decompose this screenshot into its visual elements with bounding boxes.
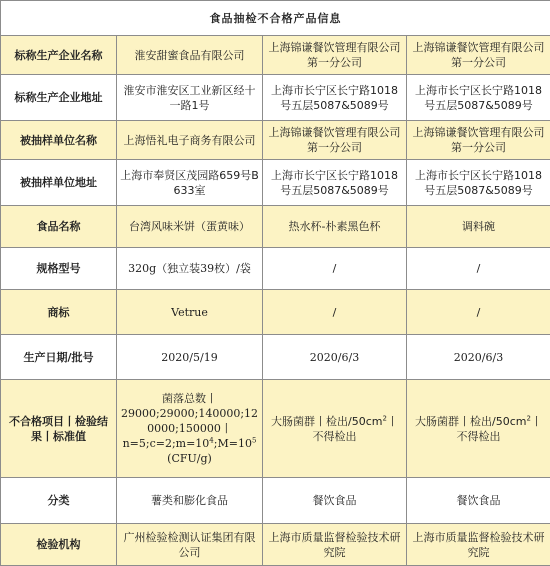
table-row bbox=[1, 524, 550, 566]
row-label: 标称生产企业地址 bbox=[1, 75, 117, 121]
cell: 台湾风味米饼（蛋黄味） bbox=[117, 206, 263, 248]
cell: 上海锦谦餐饮管理有限公司第一分公司 bbox=[407, 36, 550, 75]
table-title: 食品抽检不合格产品信息 bbox=[1, 1, 550, 36]
row-label: 不合格项目丨检验结果丨标准值 bbox=[1, 380, 117, 478]
cell: 餐饮食品 bbox=[263, 478, 407, 524]
cell: 上海锦谦餐饮管理有限公司第一分公司 bbox=[263, 36, 407, 75]
cell: 上海市长宁区长宁路1018号五层5087&5089号 bbox=[263, 75, 407, 121]
cell: 上海悟礼电子商务有限公司 bbox=[117, 121, 263, 160]
superscript: 5 bbox=[251, 436, 257, 445]
cell: 薯类和膨化食品 bbox=[117, 478, 263, 524]
cell: / bbox=[263, 290, 407, 335]
cell: 上海市质量监督检验技术研究院 bbox=[407, 524, 550, 566]
superscript: 2 bbox=[382, 413, 387, 422]
cell: 上海锦谦餐饮管理有限公司第一分公司 bbox=[407, 121, 550, 160]
cell-nonconforming-c1 bbox=[117, 380, 263, 478]
table-row bbox=[1, 290, 550, 335]
cell: 淮安市淮安区工业新区经十一路1号 bbox=[117, 75, 263, 121]
cell: 2020/6/3 bbox=[407, 335, 550, 380]
table-row bbox=[1, 380, 550, 478]
cell: 淮安甜蜜食品有限公司 bbox=[117, 36, 263, 75]
cell-nonconforming-c2 bbox=[263, 380, 407, 478]
cell: / bbox=[407, 290, 550, 335]
row-label: 生产日期/批号 bbox=[1, 335, 117, 380]
cell: / bbox=[407, 248, 550, 290]
row-label: 检验机构 bbox=[1, 524, 117, 566]
cell: Vetrue bbox=[117, 290, 263, 335]
cell: 上海市奉贤区茂园路659号B633室 bbox=[117, 160, 263, 206]
table-row bbox=[1, 206, 550, 248]
superscript: 2 bbox=[526, 413, 531, 422]
cell: 调料碗 bbox=[407, 206, 550, 248]
row-label: 规格型号 bbox=[1, 248, 117, 290]
cell-text: 大肠菌群丨检出/50cm bbox=[415, 414, 527, 428]
cell-text: 丨不得检出 bbox=[456, 414, 542, 443]
cell-nonconforming-c3 bbox=[407, 380, 550, 478]
table-row bbox=[1, 248, 550, 290]
cell: 上海市长宁区长宁路1018号五层5087&5089号 bbox=[263, 160, 407, 206]
cell-line: (CFU/g) bbox=[167, 452, 212, 465]
superscript: 4 bbox=[209, 436, 214, 445]
cell: 上海锦谦餐饮管理有限公司第一分公司 bbox=[263, 121, 407, 160]
cell: 餐饮食品 bbox=[407, 478, 550, 524]
cell: 2020/6/3 bbox=[263, 335, 407, 380]
cell-line: ;M=10 bbox=[213, 437, 252, 450]
cell-text: 丨不得检出 bbox=[312, 414, 398, 443]
row-label: 被抽样单位名称 bbox=[1, 121, 117, 160]
cell: 320g（独立装39枚）/袋 bbox=[117, 248, 263, 290]
table-row bbox=[1, 335, 550, 380]
cell: 2020/5/19 bbox=[117, 335, 263, 380]
cell: 上海市质量监督检验技术研究院 bbox=[263, 524, 407, 566]
row-label: 食品名称 bbox=[1, 206, 117, 248]
cell-text: 大肠菌群丨检出/50cm bbox=[271, 414, 383, 428]
cell: 上海市长宁区长宁路1018号五层5087&5089号 bbox=[407, 75, 550, 121]
row-label: 分类 bbox=[1, 478, 117, 524]
cell-line: 29000;29000;140000;120000;150000丨 bbox=[120, 407, 259, 435]
table-row bbox=[1, 121, 550, 160]
table-row bbox=[1, 160, 550, 206]
row-label: 商标 bbox=[1, 290, 117, 335]
cell: 广州检验检测认证集团有限公司 bbox=[117, 524, 263, 566]
row-label: 被抽样单位地址 bbox=[1, 160, 117, 206]
cell-line: 菌落总数丨 bbox=[162, 392, 217, 405]
row-label: 标称生产企业名称 bbox=[1, 36, 117, 75]
cell-line: n=5;c=2;m=10 bbox=[122, 437, 210, 450]
cell: 上海市长宁区长宁路1018号五层5087&5089号 bbox=[407, 160, 550, 206]
cell: 热水杯-朴素黑色杯 bbox=[263, 206, 407, 248]
cell: / bbox=[263, 248, 407, 290]
table-row bbox=[1, 478, 550, 524]
table-row bbox=[1, 75, 550, 121]
table-row bbox=[1, 36, 550, 75]
